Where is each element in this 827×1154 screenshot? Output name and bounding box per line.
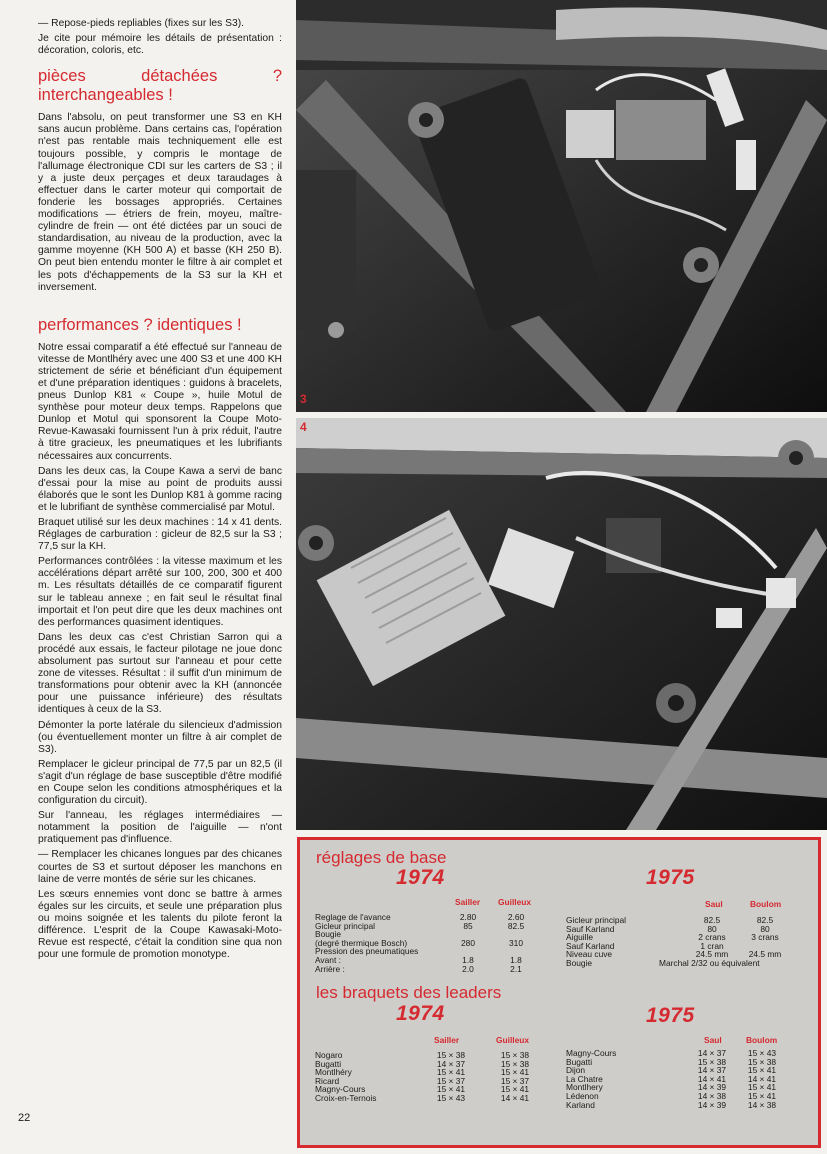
circuit-label: Dijon — [566, 1065, 586, 1076]
ratio-value: 14 × 37 — [697, 1048, 727, 1058]
circuit-label: Karland — [566, 1099, 595, 1110]
setting-value: 310 — [509, 937, 523, 948]
year-1975: 1975 — [646, 1004, 695, 1027]
setting-value: 24.5 mm — [748, 949, 782, 960]
body-paragraph: Sur l'anneau, les réglages intermédiaires — notamment la position de l'aiguille — n'ont pratiquement pas d'influence. — [38, 810, 282, 846]
body-paragraph: Dans les deux cas, la Coupe Kawa a servi de banc d'essai pour la mise au point de produits aussi élaborés que le sont les Dunlop K81 à gomme racing et le lubrifiant de synthèse commercialisé par Motul. — [38, 465, 282, 513]
circuit-label: Montlhéry — [315, 1067, 352, 1078]
setting-value: 2 crans — [698, 932, 726, 943]
ratio-value: 15 × 41 — [436, 1067, 466, 1078]
ratio-value: 15 × 43 — [436, 1092, 466, 1103]
setting-value: 85 — [463, 920, 473, 931]
setting-value: 1.8 — [462, 954, 474, 965]
setting-value: 82.5 — [507, 920, 525, 931]
rider-header: Sailler — [434, 1035, 460, 1045]
year-1975: 1975 — [646, 866, 695, 889]
setting-value: 80 — [707, 923, 717, 934]
circuit-label: Bugatti — [315, 1058, 342, 1069]
circuit-label: La Chatre — [566, 1073, 603, 1084]
braquets-1974-sailler — [426, 1051, 476, 1103]
rider-header: Boulom — [750, 899, 782, 909]
photo-number: 4 — [300, 420, 307, 434]
ratio-value: 14 × 37 — [436, 1058, 466, 1069]
setting-label: Avant : — [315, 954, 341, 965]
ratio-value: 14 × 41 — [747, 1073, 777, 1084]
setting-value: 1.8 — [510, 954, 522, 965]
setting-value: 3 crans — [751, 932, 779, 943]
setting-label: Gicleur principal — [566, 915, 627, 925]
intro-paragraph: Je cite pour mémoire les détails de présentation : décoration, coloris, etc. — [38, 33, 282, 57]
photo-4 — [296, 418, 827, 830]
ratio-value: 14 × 38 — [697, 1090, 727, 1101]
setting-value: Marchal 2/32 ou équivalent — [659, 957, 760, 968]
section-heading: performances ? identiques ! — [38, 315, 242, 334]
braquets-title: les braquets des leaders — [316, 983, 502, 1002]
reglages-1974-guilleux — [496, 913, 536, 973]
rider-header: Guilleux — [496, 1035, 530, 1045]
setting-value: 2.60 — [507, 912, 525, 922]
setting-label: Bougie — [315, 929, 342, 940]
rider-header: Guilleux — [498, 897, 532, 907]
setting-label: Reglage de l'avance — [315, 912, 391, 922]
ratio-value: 14 × 39 — [697, 1082, 727, 1093]
body-paragraph: Démonter la porte latérale du silencieux d'admission (ou éventuellement monter un filtre à air complet de S3). — [38, 719, 282, 755]
body-paragraph: Remplacer le gicleur principal de 77,5 par un 82,5 (il s'agit d'un réglage de base susceptible d'être modifié en Coupe selon les conditions atmosphériques et la configuration du circuit). — [38, 758, 282, 807]
braquets-1974-guilleux — [490, 1051, 540, 1103]
setting-label: Bougie — [566, 957, 593, 968]
setting-value: 2.0 — [462, 963, 474, 974]
braquets-1975-saul — [687, 1049, 737, 1109]
settings-box — [297, 837, 821, 1148]
rider-header: Saul — [705, 899, 723, 909]
rider-header: Boulom — [746, 1035, 778, 1045]
year-1974: 1974 — [396, 866, 445, 889]
section-heading: pièces détachées ? interchangeables ! — [38, 67, 282, 105]
rider-header: Saul — [704, 1035, 722, 1045]
setting-label: Aiguille — [566, 932, 594, 943]
circuit-label: Lédenon — [566, 1090, 599, 1101]
reglages-title: réglages de base — [316, 848, 447, 867]
ratio-value: 15 × 41 — [747, 1090, 777, 1101]
ratio-value: 15 × 41 — [436, 1084, 466, 1095]
circuit-label: Nogaro — [315, 1050, 343, 1060]
body-paragraph: Performances contrôlées : la vitesse maximum et les accélérations départ arrêté sur 100, 200, 300 et 400 m. Les résultats détaillés de ce comparatif figurent sur le tableau annexe ; en fait seul le résultat final importait et l'on peut dire que les deux machines ont des performances quasiment identiques. — [38, 556, 282, 628]
reglages-1975-boulom — [740, 916, 790, 968]
ratio-value: 15 × 41 — [747, 1082, 777, 1093]
setting-value: 2.1 — [510, 963, 522, 974]
ratio-value: 15 × 37 — [436, 1075, 466, 1086]
setting-value: 1 cran — [700, 940, 724, 951]
braquets-1975-boulom — [737, 1049, 787, 1109]
setting-label: Niveau cuve — [566, 949, 613, 960]
setting-value: 2.80 — [459, 912, 477, 922]
ratio-value: 15 × 41 — [500, 1067, 530, 1078]
body-paragraph: Notre essai comparatif a été effectué sur l'anneau de vitesse de Montlhéry avec une 400 S3 et une 400 KH strictement de série et bénéficiant d'un équipement et d'une préparation identiques : guidons à bracelets, pneus Dunlop K81 « Coupe », huile Motul de synthèse pour moteur deux temps. Rappelons que Dunlop et Motul qui sponsorent la Coupe Moto-Revue-Kawasaki fournissent l'un à prix réduit, l'autre à titre gracieux, les pneumatiques et les lubrifiants nécessaires aux concurrents. — [38, 341, 282, 462]
circuit-label: Magny-Cours — [315, 1084, 366, 1095]
ratio-value: 15 × 38 — [747, 1056, 777, 1067]
page-number: 22 — [18, 1112, 31, 1124]
ratio-value: 14 × 41 — [697, 1073, 727, 1084]
circuit-label: Bugatti — [566, 1056, 593, 1067]
braquets-1974-circuits — [315, 1051, 376, 1103]
setting-label: Sauf Karland — [566, 923, 615, 934]
circuit-label: Croix-en-Ternois — [315, 1092, 377, 1103]
setting-label: Gicleur principal — [315, 920, 376, 931]
reglages-1974-labels — [315, 913, 418, 973]
rider-header: Sailler — [455, 897, 481, 907]
setting-value: 82.5 — [756, 915, 774, 925]
article-column — [38, 18, 282, 964]
reglages-1975-labels — [566, 916, 626, 968]
ratio-value: 15 × 43 — [747, 1048, 777, 1058]
setting-value: 24.5 mm — [695, 949, 729, 960]
setting-value: 280 — [461, 937, 475, 948]
setting-label: Pression des pneumatiques — [315, 946, 419, 957]
ratio-value: 15 × 41 — [747, 1065, 777, 1076]
ratio-value: 15 × 37 — [500, 1075, 530, 1086]
ratio-value: 14 × 41 — [500, 1092, 530, 1103]
intro-paragraph: — Repose-pieds repliables (fixes sur les S3). — [38, 18, 245, 29]
photo-3 — [296, 0, 827, 412]
body-paragraph: Dans l'absolu, on peut transformer une S3 en KH sans aucun problème. Dans certains cas, l'opération n'est pas rentable mais techniquement elle est toujours possible, y compris le montage de l'allumage électronique CDI sur les carters de S3 ; il y a juste deux perçages et deux taraudages à effectuer dans le carter moteur qui comportait de fonderie les bossages appropriés. Certaines modifications — étriers de frein, moyeu, maître-cylindre de frein — ont été dictées par un souci de standardisation, au niveau de la production, avec la gamme moyenne (KH 500 A) et basse (KH 250 B). On peut bien entendu monter le filtre à air complet et les pots d'échappements de la S3 sur la KH et inversement. — [38, 112, 282, 293]
circuit-label: Montlhery — [566, 1082, 603, 1093]
reglages-1975-saul — [659, 915, 760, 968]
setting-label: (degré thermique Bosch) — [315, 937, 408, 948]
ratio-value: 15 × 38 — [500, 1050, 530, 1060]
ratio-value: 14 × 38 — [747, 1099, 777, 1110]
ratio-value: 14 × 37 — [697, 1065, 727, 1076]
year-1974: 1974 — [396, 1002, 445, 1025]
ratio-value: 15 × 38 — [697, 1056, 727, 1067]
ratio-value: 15 × 41 — [500, 1084, 530, 1095]
circuit-label: Magny-Cours — [566, 1048, 617, 1058]
braquets-1975-circuits — [566, 1049, 616, 1109]
photo-number: 3 — [300, 392, 307, 406]
setting-label: Sauf Karland — [566, 940, 615, 951]
setting-value: 82.5 — [703, 915, 721, 925]
setting-label: Arrière : — [315, 963, 345, 974]
body-paragraph: Les sœurs ennemies vont donc se battre à armes égales sur les circuits, et seule une préparation plus ou moins soignée et les talents du pilote feront la différence. L'esprit de la Coupe Kawasaki-Moto-Revue est respecté, c'était la condition sine qua non pour une formule de promotion monotype. — [38, 888, 282, 961]
ratio-value: 14 × 39 — [697, 1099, 727, 1110]
body-paragraph: Braquet utilisé sur les deux machines : 14 x 41 dents. Réglages de carburation : gicleur de 82,5 sur la S3 ; 77,5 sur la KH. — [38, 517, 282, 553]
body-paragraph: — Remplacer les chicanes longues par des chicanes courtes de S3 et surtout déposer les manchons en laine de verre montés de série sur les chicanes. — [38, 849, 282, 885]
setting-value — [740, 959, 790, 968]
circuit-label: Ricard — [315, 1075, 340, 1086]
setting-value: 80 — [760, 923, 770, 934]
ratio-value: 15 × 38 — [500, 1058, 530, 1069]
body-paragraph: Dans les deux cas c'est Christian Sarron qui a procédé aux essais, le facteur pilotage ne joue donc absolument pas surtout sur l'anneau et pour cette zone de vitesses. Résultat : il suffit d'un minimum de transformations pour obtenir avec la KH (annoncée pour une puissance inférieure) des résultats identiques à ceux de la S3. — [38, 631, 282, 716]
reglages-1974-sailler — [448, 913, 488, 973]
ratio-value: 15 × 38 — [436, 1050, 466, 1060]
